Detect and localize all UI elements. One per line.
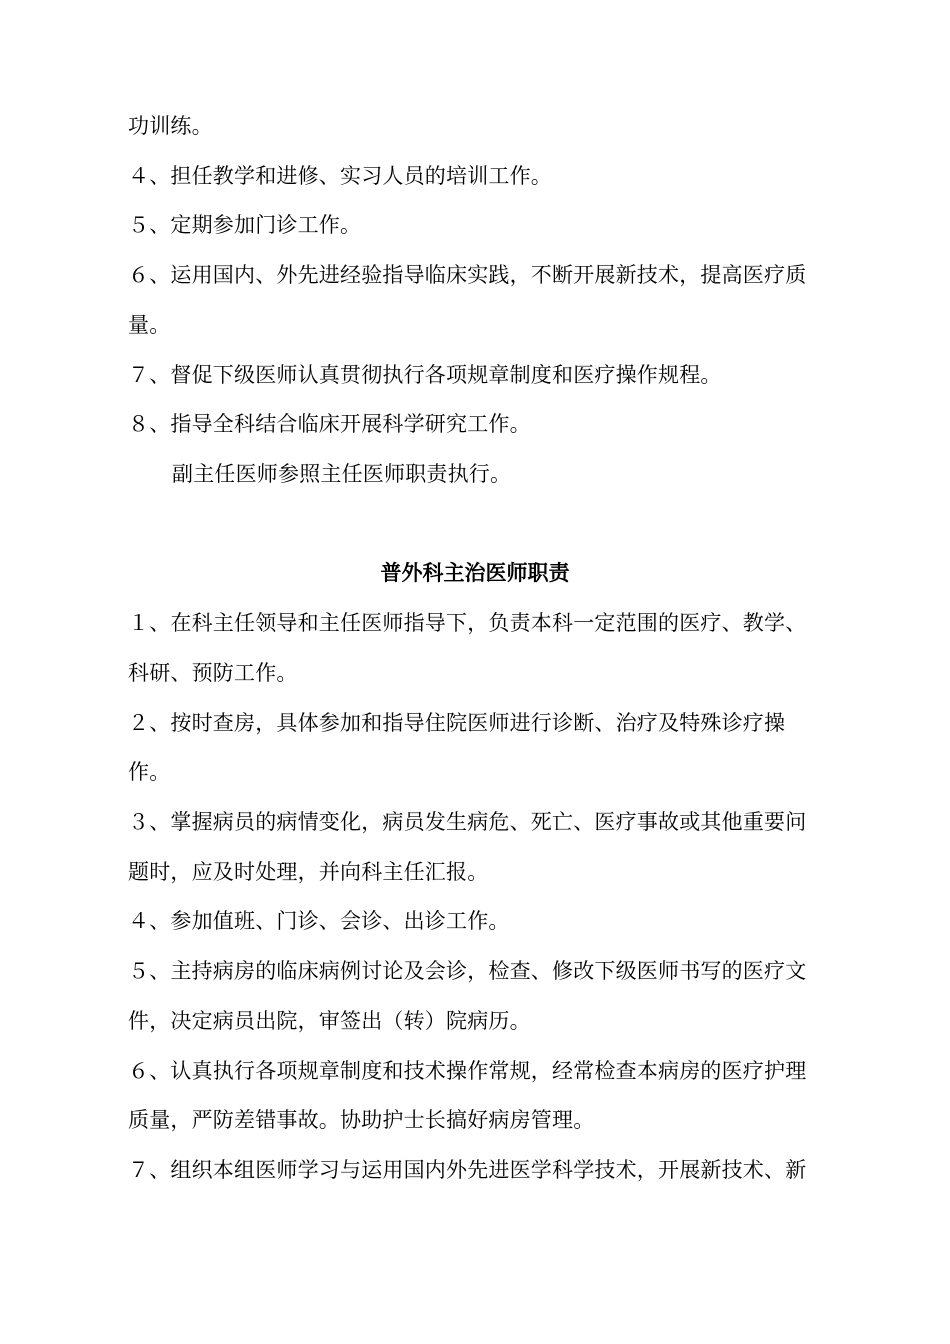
text-line: 质量，严防差错事故。协助护士长搞好病房管理。 (128, 1108, 595, 1132)
text-line: 题时，应及时处理，并向科主任汇报。 (128, 860, 489, 884)
text-line: ７、督促下级医师认真贯彻执行各项规章制度和医疗操作规程。 (128, 363, 722, 387)
text-line: ３、掌握病员的病情变化，病员发生病危、死亡、医疗事故或其他重要问 (128, 810, 807, 834)
text-line: 功训练。 (128, 114, 213, 138)
text-line: ６、运用国内、外先进经验指导临床实践，不断开展新技术，提高医疗质 (128, 263, 807, 287)
text-line: ５、主持病房的临床病例讨论及会诊，检查、修改下级医师书写的医疗文 (128, 959, 807, 983)
note-line: 副主任医师参照主任医师职责执行。 (172, 462, 512, 486)
text-line: 作。 (128, 760, 171, 784)
text-line: 件，决定病员出院，审签出（转）院病历。 (128, 1009, 531, 1033)
text-line: ４、参加值班、门诊、会诊、出诊工作。 (128, 909, 510, 933)
text-line: ５、定期参加门诊工作。 (128, 213, 362, 237)
text-line: １、在科主任领导和主任医师指导下，负责本科一定范围的医疗、教学、 (128, 611, 807, 635)
section-title: 普外科主治医师职责 (380, 561, 570, 585)
text-line: 科研、预防工作。 (128, 661, 298, 685)
text-line: ４、担任教学和进修、实习人员的培训工作。 (128, 164, 552, 188)
text-line: ７、组织本组医师学习与运用国内外先进医学科学技术，开展新技术、新 (128, 1158, 807, 1182)
text-line: 量。 (128, 313, 171, 337)
text-line: ８、指导全科结合临床开展科学研究工作。 (128, 412, 531, 436)
text-line: ２、按时查房，具体参加和指导住院医师进行诊断、治疗及特殊诊疗操 (128, 711, 786, 735)
text-line: ６、认真执行各项规章制度和技术操作常规，经常检查本病房的医疗护理 (128, 1059, 807, 1083)
